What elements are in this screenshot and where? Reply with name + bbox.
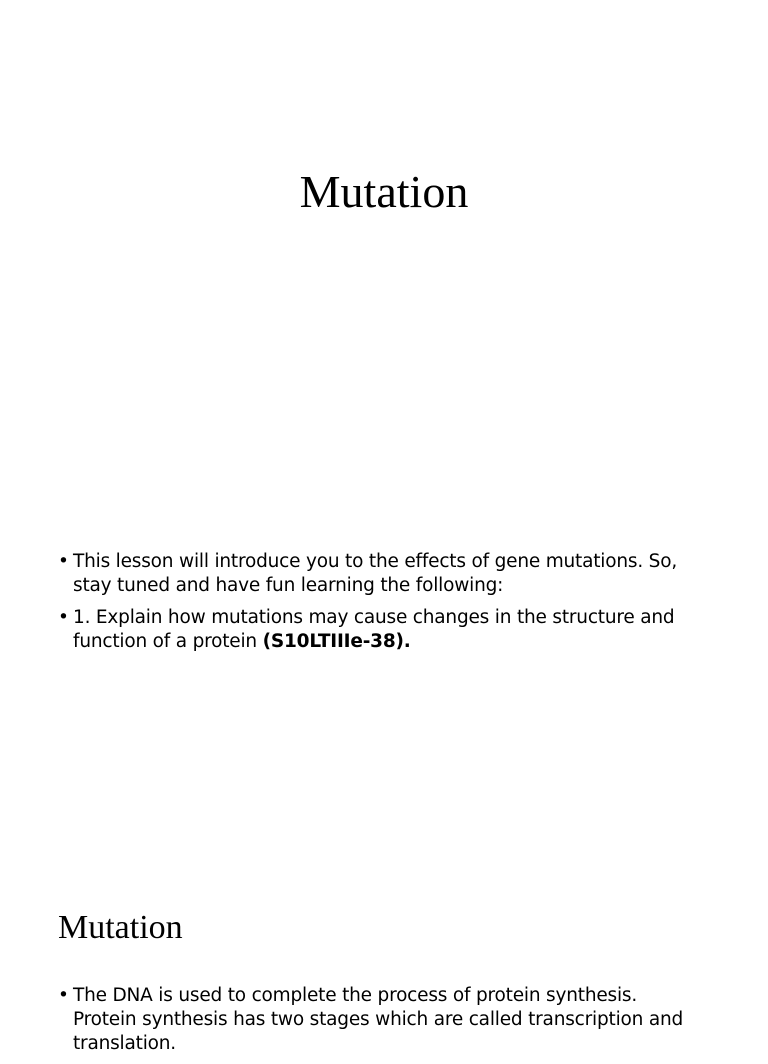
bullet-marker: • <box>58 607 69 628</box>
slide-heading: Mutation <box>58 909 183 946</box>
slide-title <box>0 0 768 512</box>
slide-mutation <box>0 880 768 1054</box>
bullet-text: 1. Explain how mutations may cause changes in the structure and function of a protein <box>73 607 675 652</box>
bullet-marker: • <box>58 551 69 572</box>
content-bullet-list <box>58 984 698 1064</box>
slide-objectives <box>0 512 768 880</box>
bullet-text: This lesson will introduce you to the effects of gene mutations. So, stay tuned and have fun learning the following: <box>73 551 678 596</box>
objectives-bullet-list <box>58 550 698 662</box>
bullet-item <box>58 550 698 598</box>
bullet-marker: • <box>58 985 69 1006</box>
competency-code: (S10LTIIIe-38). <box>262 631 411 652</box>
bullet-text: The DNA is used to complete the process of protein synthesis. Protein synthesis has two stages which are called transcription and translation. <box>73 985 684 1054</box>
slide-title-heading: Mutation <box>299 166 469 217</box>
bullet-item <box>58 984 698 1056</box>
bullet-item <box>58 606 698 654</box>
